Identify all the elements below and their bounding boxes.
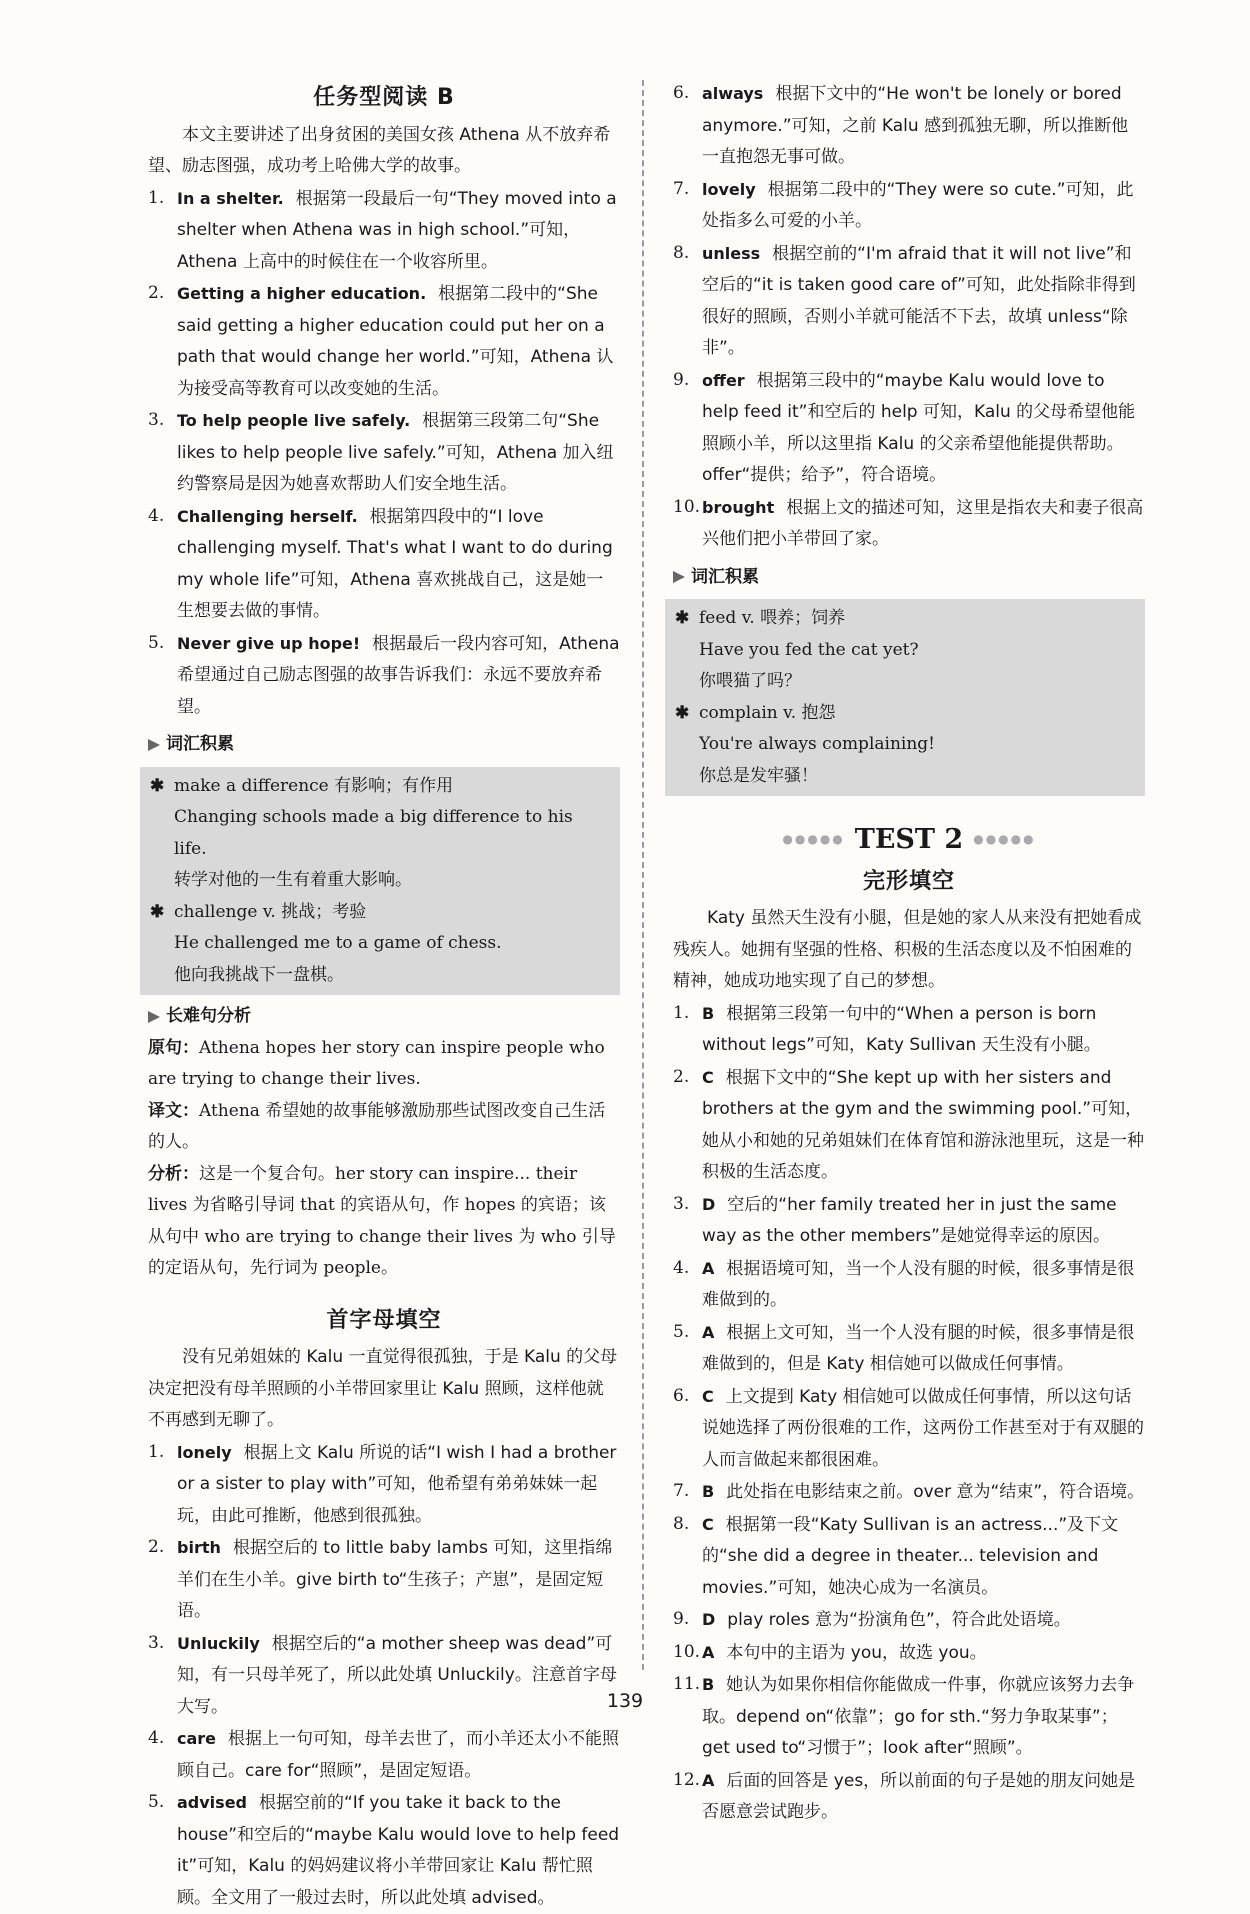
- initial-letter-fill-intro: 没有兄弟姐妹的 Kalu 一直觉得很孤独，于是 Kalu 的父母决定把没有母羊照顾的小羊带回家里让 Kalu 照顾，这样他就不再感到无聊了。: [148, 1342, 620, 1437]
- vocab-example-en: Have you fed the cat yet?: [675, 635, 1135, 667]
- item-number: 5.: [148, 1787, 164, 1819]
- vocab-term: feed v. 喂养；饲养: [699, 608, 845, 628]
- translation: [148, 1096, 620, 1159]
- list-item: [148, 628, 620, 724]
- item-answer: A: [702, 1643, 714, 1662]
- column-divider: [642, 80, 644, 1670]
- original-text: Athena hopes her story can inspire people who are trying to change their lives.: [148, 1038, 605, 1090]
- item-answer: care: [177, 1729, 216, 1748]
- item-answer: always: [702, 84, 763, 103]
- item-explanation: 根据上文 Kalu 所说的话“I wish I had a brother or a sister to play with”可知，他希望有弟弟妹妹一起玩，由此可推断，他感到很孤独。: [177, 1443, 616, 1526]
- test-title-label: TEST 2: [855, 824, 963, 856]
- item-number: 1.: [148, 1437, 164, 1469]
- analysis-text: 这是一个复合句。her story can inspire... their lives 为省略引导词 that 的宾语从句，作 hopes 的宾语；该从句中 who are trying to change their lives 为 who 引导的定语从句，先行词为 people。: [148, 1164, 616, 1279]
- vocab-term: make a difference 有影响；有作用: [174, 776, 453, 796]
- item-answer: brought: [702, 498, 774, 517]
- left-column: [148, 78, 620, 1914]
- item-number: 6.: [673, 1381, 689, 1413]
- item-number: 8.: [673, 1509, 689, 1541]
- list-item: [673, 1509, 1145, 1605]
- item-explanation: 根据第二段中的“They were so cute.”可知，此处指多么可爱的小羊。: [702, 180, 1134, 232]
- item-number: 2.: [148, 1532, 164, 1564]
- star-bullet-icon: ✱: [150, 771, 164, 803]
- item-explanation: 根据空前的“If you take it back to the house”和空后的“maybe Kalu would love to help feed it”可知，Kalu 的妈妈建议将小羊带回家让 Kalu 帮忙照顾。全文用了一般过去时，所以此处填 advised。: [177, 1793, 619, 1908]
- item-explanation: 根据第一段“Katy Sullivan is an actress...”及下文的“she did a degree in theater... television and movies.”可知，她决心成为一名演员。: [702, 1515, 1118, 1598]
- star-bullet-icon: ✱: [675, 698, 689, 730]
- list-item: [673, 1637, 1145, 1670]
- item-number: 6.: [673, 78, 689, 110]
- item-number: 7.: [673, 1476, 689, 1508]
- item-number: 10.: [673, 1637, 700, 1669]
- vocab-entry: [675, 698, 1135, 730]
- list-item: [673, 492, 1145, 556]
- item-answer: A: [702, 1771, 714, 1790]
- vocab-heading-left: [148, 729, 620, 761]
- item-explanation: 根据上文的描述可知，这里是指农夫和妻子很高兴他们把小羊带回了家。: [702, 498, 1143, 550]
- item-number: 9.: [673, 1604, 689, 1636]
- vocab-entry: [150, 771, 610, 803]
- vocab-example-en: You're always complaining!: [675, 729, 1135, 761]
- item-explanation: 根据第四段中的“I love challenging myself. That's what I want to do during my whole life”可知，Athena 喜欢挑战自己，这是她一生想要去做的事情。: [177, 507, 613, 622]
- test-title: [673, 824, 1145, 856]
- task-reading-intro: 本文主要讲述了出身贫困的美国女孩 Athena 从不放弃希望、励志图强，成功考上哈佛大学的故事。: [148, 120, 620, 183]
- item-answer: In a shelter.: [177, 189, 284, 208]
- vocab-heading-label: 词汇积累: [691, 562, 759, 594]
- item-explanation: 根据上一句可知，母羊去世了，而小羊还太小不能照顾自己。care for“照顾”，是固定短语。: [177, 1729, 619, 1781]
- item-explanation: 根据第一段最后一句“They moved into a shelter when Athena was in high school.”可知，Athena 上高中的时候住在一个收容所里。: [177, 189, 617, 272]
- initial-letter-fill-title: 首字母填空: [148, 1305, 620, 1337]
- item-answer: Challenging herself.: [177, 507, 358, 526]
- list-item: [673, 1062, 1145, 1189]
- item-answer: advised: [177, 1793, 247, 1812]
- item-answer: C: [702, 1387, 714, 1406]
- list-item: [148, 1437, 620, 1533]
- list-item: [673, 998, 1145, 1062]
- list-item: [673, 1604, 1145, 1637]
- item-number: 4.: [148, 501, 164, 533]
- cloze-title: 完形填空: [673, 866, 1145, 898]
- vocab-heading-right: [673, 562, 1145, 594]
- pen-marker-icon: [148, 1011, 160, 1023]
- original-label: 原句：: [148, 1038, 199, 1058]
- list-item: [673, 238, 1145, 365]
- vocab-example-zh: 他向我挑战下一盘棋。: [150, 960, 610, 992]
- analysis: [148, 1159, 620, 1285]
- list-item: [673, 1476, 1145, 1509]
- item-explanation: 根据空后的“a mother sheep was dead”可知，有一只母羊死了，所以此处填 Unluckily。注意首字母大写。: [177, 1634, 617, 1717]
- item-answer: birth: [177, 1538, 221, 1557]
- item-answer: B: [702, 1004, 714, 1023]
- list-item: [148, 1532, 620, 1628]
- translation-text: Athena 希望她的故事能够激励那些试图改变自己生活的人。: [148, 1101, 605, 1153]
- list-item: [148, 1787, 620, 1914]
- list-item: [673, 365, 1145, 492]
- item-explanation: 后面的回答是 yes，所以前面的句子是她的朋友问她是否愿意尝试跑步。: [702, 1771, 1135, 1823]
- item-explanation: 本句中的主语为 you，故选 you。: [726, 1643, 986, 1663]
- item-answer: B: [702, 1675, 714, 1694]
- task-reading-title: 任务型阅读 B: [148, 82, 620, 114]
- item-answer: lovely: [702, 180, 756, 199]
- item-number: 4.: [673, 1253, 689, 1285]
- item-answer: A: [702, 1323, 714, 1342]
- item-explanation: 根据第三段第一句中的“When a person is born without legs”可知，Katy Sullivan 天生没有小腿。: [702, 1004, 1101, 1056]
- item-number: 2.: [148, 278, 164, 310]
- analysis-heading: [148, 1001, 620, 1033]
- list-item: [673, 78, 1145, 174]
- item-number: 7.: [673, 174, 689, 206]
- analysis-label: 分析：: [148, 1164, 199, 1184]
- item-answer: D: [702, 1195, 715, 1214]
- item-explanation: 上文提到 Katy 相信她可以做成任何事情，所以这句话说她选择了两份很难的工作，这两份工作甚至对于有双腿的人而言做起来都很困难。: [702, 1387, 1144, 1470]
- pen-marker-icon: [148, 739, 160, 751]
- item-answer: B: [702, 1482, 714, 1501]
- item-explanation: 根据下文中的“He won't be lonely or bored anymore.”可知，之前 Kalu 感到孤独无聊，所以推断他一直抱怨无事可做。: [702, 84, 1128, 167]
- task-reading-list: [148, 183, 620, 724]
- translation-label: 译文：: [148, 1101, 199, 1121]
- star-bullet-icon: ✱: [150, 897, 164, 929]
- item-answer: lonely: [177, 1443, 232, 1462]
- original-sentence: [148, 1033, 620, 1096]
- item-answer: Unluckily: [177, 1634, 260, 1653]
- item-number: 10.: [673, 492, 700, 524]
- item-explanation: 空后的“her family treated her in just the same way as the other members”是她觉得幸运的原因。: [702, 1195, 1117, 1247]
- item-number: 2.: [673, 1062, 689, 1094]
- vocab-example-en: Changing schools made a big difference to his life.: [150, 802, 610, 865]
- item-number: 11.: [673, 1669, 700, 1701]
- item-number: 1.: [148, 183, 164, 215]
- vocab-example-en: He challenged me to a game of chess.: [150, 928, 610, 960]
- page-number: 139: [0, 1690, 1250, 1712]
- list-item: [673, 174, 1145, 238]
- vocab-example-zh: 转学对他的一生有着重大影响。: [150, 865, 610, 897]
- vocab-heading-label: 词汇积累: [166, 729, 234, 761]
- item-explanation: 她认为如果你相信你能做成一件事，你就应该努力去争取。depend on“依靠”；go for sth.“努力争取某事”；get used to“习惯于”；look after“照顾”。: [702, 1675, 1134, 1758]
- vocab-box-right: [665, 599, 1145, 796]
- vocab-example-zh: 你总是发牢骚！: [675, 761, 1135, 793]
- list-item: [673, 1189, 1145, 1253]
- item-explanation: 根据第三段第二句“She likes to help people live safely.”可知，Athena 加入纽约警察局是因为她喜欢帮助人们安全地生活。: [177, 411, 614, 494]
- initial-letter-fill-list: [148, 1437, 620, 1914]
- item-number: 1.: [673, 998, 689, 1030]
- item-answer: C: [702, 1068, 714, 1087]
- item-explanation: 根据最后一段内容可知，Athena 希望通过自己励志图强的故事告诉我们：永远不要放弃希望。: [177, 634, 620, 717]
- sentence-analysis: [148, 1033, 620, 1285]
- item-explanation: 根据空后的 to little baby lambs 可知，这里指绵羊们在生小羊。give birth to“生孩子；产崽”，是固定短语。: [177, 1538, 612, 1621]
- item-number: 3.: [673, 1189, 689, 1221]
- item-answer: A: [702, 1259, 714, 1278]
- vocab-term: challenge v. 挑战；考验: [174, 902, 366, 922]
- item-answer: D: [702, 1610, 715, 1629]
- item-answer: Never give up hope!: [177, 634, 360, 653]
- list-item: [148, 278, 620, 405]
- item-number: 12.: [673, 1765, 700, 1797]
- item-number: 5.: [673, 1317, 689, 1349]
- item-explanation: 根据第二段中的“She said getting a higher education could put her on a path that would change her world.”可知，Athena 认为接受高等教育可以改变她的生活。: [177, 284, 613, 399]
- vocab-entry: [150, 897, 610, 929]
- analysis-heading-label: 长难句分析: [166, 1001, 251, 1033]
- vocab-box-left: [140, 767, 620, 996]
- list-item: [673, 1317, 1145, 1381]
- item-answer: unless: [702, 244, 760, 263]
- right-column: [673, 78, 1145, 1829]
- decorative-dots-icon: ●●●●●: [782, 824, 844, 856]
- pen-marker-icon: [673, 571, 685, 583]
- star-bullet-icon: ✱: [675, 603, 689, 635]
- list-item: [148, 1723, 620, 1787]
- item-answer: C: [702, 1515, 714, 1534]
- item-explanation: play roles 意为“扮演角色”，符合此处语境。: [727, 1610, 1070, 1630]
- vocab-entry: [675, 603, 1135, 635]
- list-item: [673, 1765, 1145, 1829]
- cloze-intro: Katy 虽然天生没有小腿，但是她的家人从来没有把她看成残疾人。她拥有坚强的性格、积极的生活态度以及不怕困难的精神，她成功地实现了自己的梦想。: [673, 903, 1145, 998]
- item-number: 9.: [673, 365, 689, 397]
- item-number: 3.: [148, 405, 164, 437]
- list-item: [148, 405, 620, 501]
- vocab-example-zh: 你喂猫了吗？: [675, 666, 1135, 698]
- item-answer: offer: [702, 371, 745, 390]
- item-number: 4.: [148, 1723, 164, 1755]
- item-explanation: 根据下文中的“She kept up with her sisters and brothers at the gym and the swimming pool.”可知，她从小和她的兄弟姐妹们在体育馆和游泳池里玩，这是一种积极的生活态度。: [702, 1068, 1144, 1183]
- item-explanation: 根据第三段中的“maybe Kalu would love to help feed it”和空后的 help 可知，Kalu 的父母希望他能照顾小羊，所以这里指 Kalu 的父亲希望他能提供帮助。offer“提供；给予”，符合语境。: [702, 371, 1135, 486]
- list-item: [148, 183, 620, 279]
- decorative-dots-icon: ●●●●●: [973, 824, 1035, 856]
- item-number: 8.: [673, 238, 689, 270]
- item-number: 5.: [148, 628, 164, 660]
- list-item: [673, 1669, 1145, 1765]
- item-explanation: 根据空前的“I'm afraid that it will not live”和空后的“it is taken good care of”可知，此处指除非得到很好的照顾，否则小羊就可能活不下去，故填 unless“除非”。: [702, 244, 1136, 359]
- item-answer: Getting a higher education.: [177, 284, 426, 303]
- item-explanation: 此处指在电影结束之前。over 意为“结束”，符合语境。: [726, 1482, 1144, 1502]
- item-answer: To help people live safely.: [177, 411, 410, 430]
- vocab-term: complain v. 抱怨: [699, 703, 836, 723]
- item-explanation: 根据上文可知，当一个人没有腿的时候，很多事情是很难做到的，但是 Katy 相信她可以做成任何事情。: [702, 1323, 1134, 1375]
- item-number: 3.: [148, 1628, 164, 1660]
- item-explanation: 根据语境可知，当一个人没有腿的时候，很多事情是很难做到的。: [702, 1259, 1134, 1311]
- list-item: [673, 1253, 1145, 1317]
- list-item: [673, 1381, 1145, 1477]
- list-item: [148, 501, 620, 628]
- initial-letter-fill-list-cont: [673, 78, 1145, 556]
